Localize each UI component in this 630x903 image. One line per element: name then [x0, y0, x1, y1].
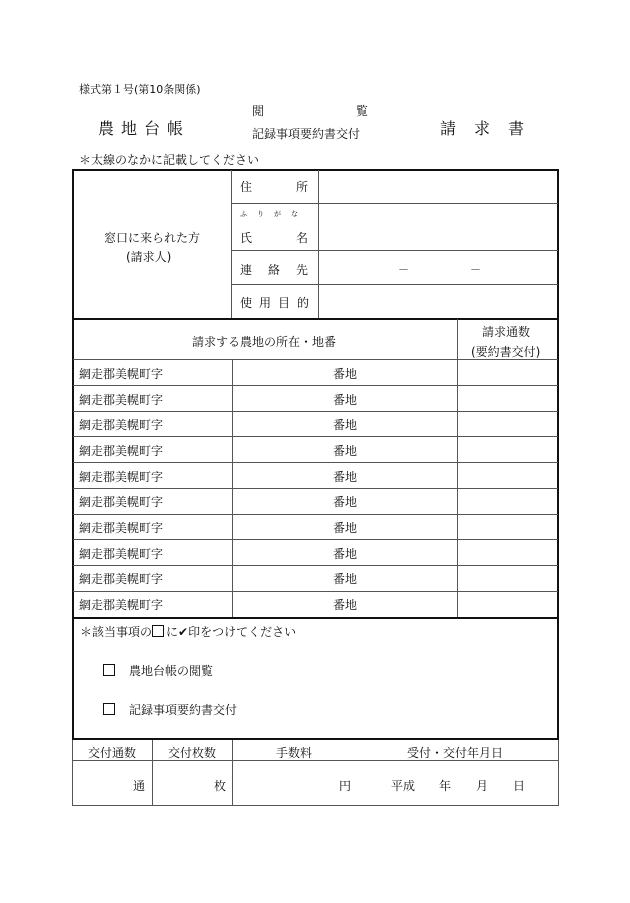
option-kiroku-label: 記録事項要約書交付 — [129, 703, 238, 717]
name-field[interactable] — [319, 204, 557, 249]
row-place: 網走郡美幌町字 — [79, 495, 164, 509]
purpose-field[interactable] — [319, 285, 557, 317]
contact-field[interactable] — [319, 251, 557, 283]
unit-nen: 年 — [439, 779, 452, 793]
row-bango: 番地 — [333, 470, 358, 484]
unit-hi: 日 — [513, 779, 526, 793]
row-place: 網走郡美幌町字 — [79, 547, 164, 561]
etsuran-char-1: 閲 — [252, 104, 265, 118]
etsuran-label — [252, 102, 368, 119]
row-place: 網走郡美幌町字 — [79, 521, 164, 535]
copies-header-line1: 請求通数 — [482, 325, 531, 339]
purpose-label: 使用目的 — [240, 296, 317, 310]
option-etsuran[interactable] — [103, 662, 213, 679]
row-bango: 番地 — [333, 547, 358, 561]
row-bango: 番地 — [333, 521, 358, 535]
unit-mai: 枚 — [214, 779, 227, 793]
office-col-copies: 交付通数 — [88, 746, 137, 760]
row-place: 網走郡美幌町字 — [79, 572, 164, 586]
contact-label: 連絡先 — [240, 263, 325, 277]
row-place: 網走郡美幌町字 — [79, 393, 164, 407]
row-bango: 番地 — [333, 444, 358, 458]
era-heisei: 平成 — [391, 779, 416, 793]
option-etsuran-label: 農地台帳の閲覧 — [129, 664, 214, 678]
row-place: 網走郡美幌町字 — [79, 367, 164, 381]
row-place: 網走郡美幌町字 — [79, 470, 164, 484]
office-col-fee: 手数料 — [276, 746, 313, 760]
divider-applicant — [72, 318, 559, 320]
row-place: 網走郡美幌町字 — [79, 418, 164, 432]
copies-header-line2: (要約書交付) — [471, 345, 541, 359]
checkbox-sample-icon — [152, 625, 164, 637]
row-bango: 番地 — [333, 495, 358, 509]
row-place: 網走郡美幌町字 — [79, 444, 164, 458]
instruction-text: ＊太線のなかに記載してください — [79, 153, 260, 167]
row-place: 網走郡美幌町字 — [79, 598, 164, 612]
divider-farmland — [72, 617, 559, 619]
form-number: 様式第１号(第10条関係) — [79, 83, 201, 96]
office-col-date: 受付・交付年月日 — [407, 746, 504, 760]
checkbox-etsuran[interactable] — [103, 664, 115, 676]
location-header: 請求する農地の所在・地番 — [192, 335, 337, 349]
request-title: 請求書 — [440, 119, 543, 138]
address-field[interactable] — [319, 171, 557, 202]
visitor-label: 窓口に来られた方 — [104, 231, 201, 245]
address-label: 住所 — [240, 180, 353, 194]
contact-dash-2: － — [470, 263, 481, 276]
row-bango: 番地 — [333, 393, 358, 407]
etsuran-char-2: 覧 — [355, 104, 368, 118]
contact-dash-1: － — [398, 263, 409, 276]
check-mark-icon: ✔ — [178, 625, 189, 639]
office-col-sheets: 交付枚数 — [168, 746, 217, 760]
option-kiroku[interactable] — [103, 701, 237, 718]
checkbox-kiroku[interactable] — [103, 703, 115, 715]
row-bango: 番地 — [333, 598, 358, 612]
kiroku-label: 記録事項要約書交付 — [252, 127, 361, 141]
visitor-sublabel: (請求人) — [126, 250, 172, 264]
row-bango: 番地 — [333, 572, 358, 586]
name-label: 氏名 — [240, 231, 353, 245]
unit-en: 円 — [339, 779, 352, 793]
unit-tsuki: 月 — [476, 779, 489, 793]
furigana-label: ふりがな — [240, 210, 308, 218]
ledger-title: 農地台帳 — [98, 119, 191, 138]
row-bango: 番地 — [333, 418, 358, 432]
row-bango: 番地 — [333, 367, 358, 381]
check-instruction: ＊該当事項の に✔印をつけてください — [80, 625, 297, 639]
unit-tsu: 通 — [133, 779, 146, 793]
